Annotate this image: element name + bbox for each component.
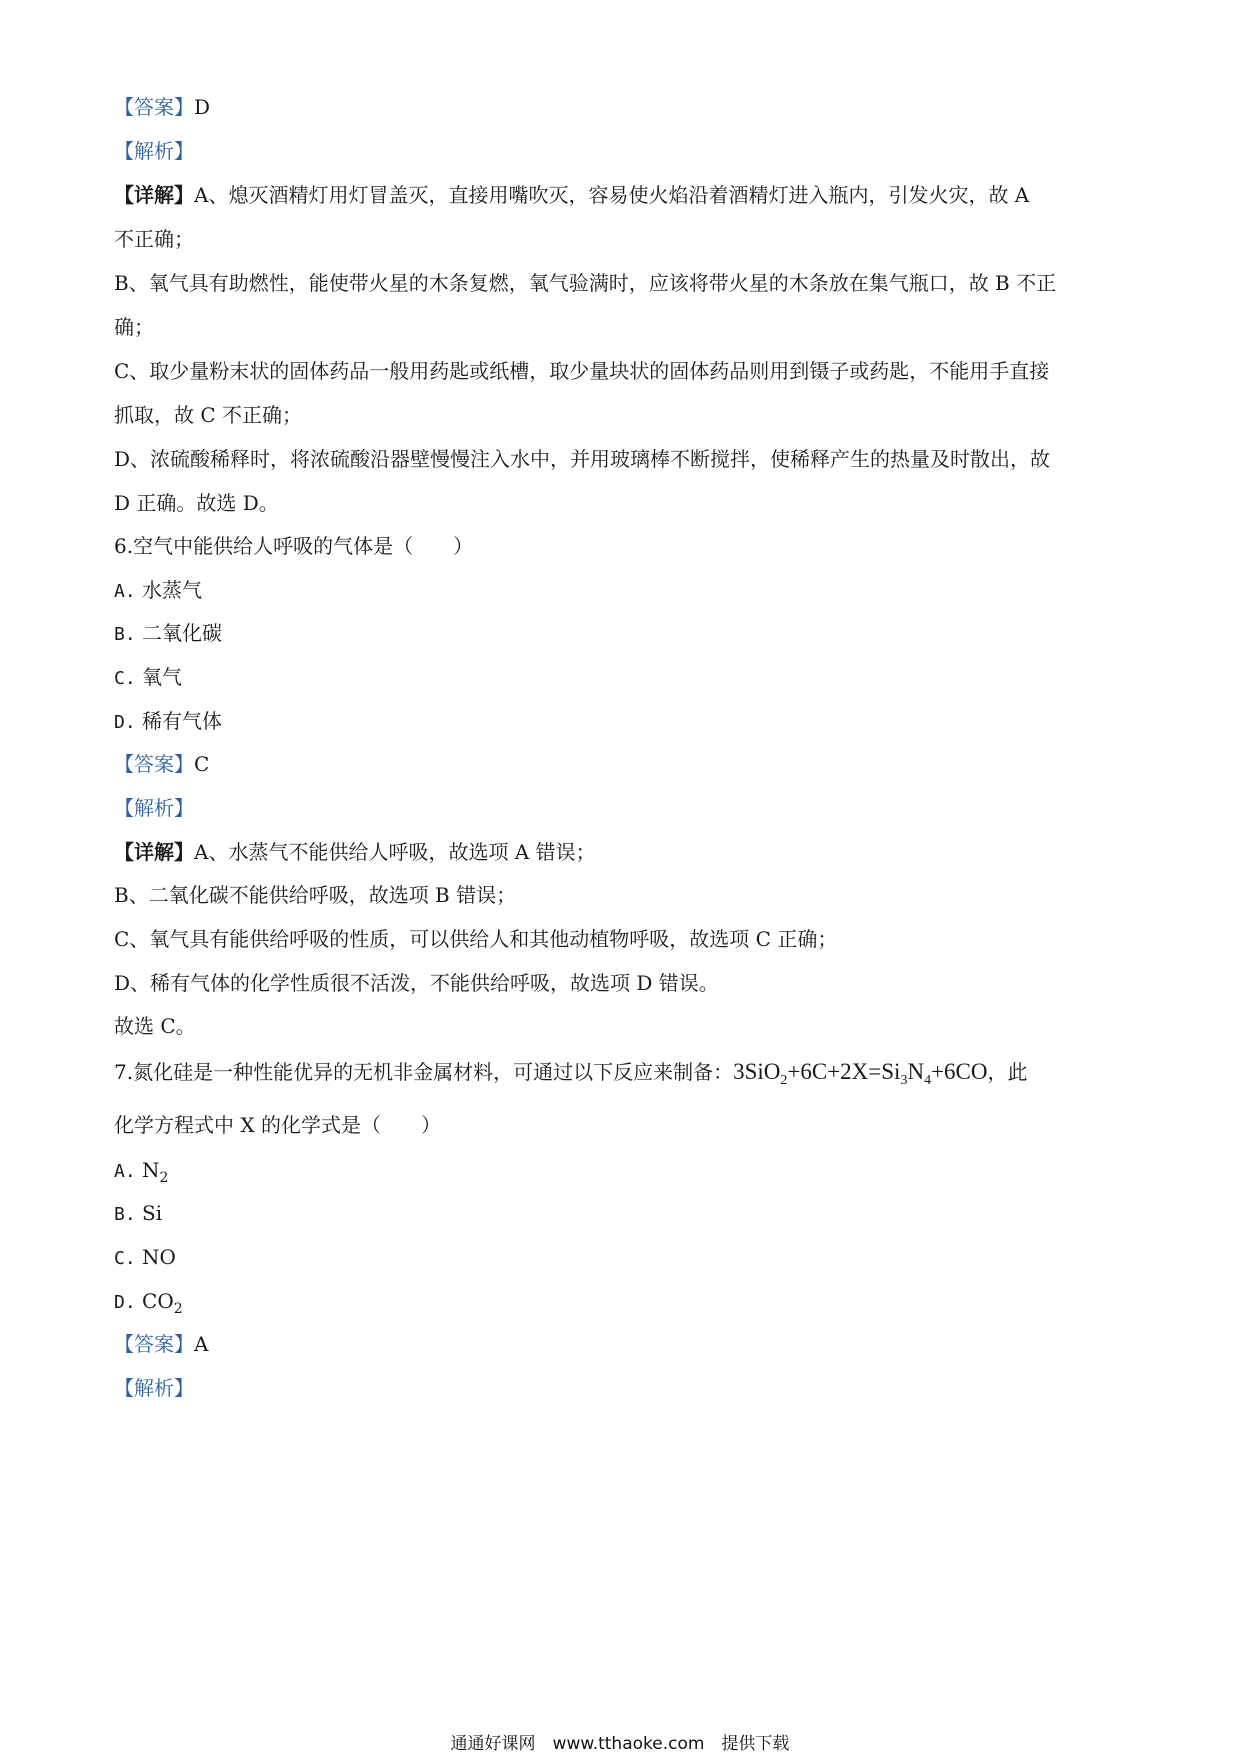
q7-analysis-tag: 【解析】 xyxy=(114,1376,194,1400)
q6-detail-line-2: B、二氧化碳不能供给呼吸，故选项 B 错误； xyxy=(114,883,517,907)
question-text: 7.氮化硅是一种性能优异的无机非金属材料，可通过以下反应来制备： xyxy=(114,1060,734,1084)
answer-value: D xyxy=(194,95,211,119)
q7-answer-line xyxy=(114,1329,208,1359)
question-text-end: ，此 xyxy=(987,1060,1028,1084)
q7-option-d xyxy=(114,1286,183,1324)
q5-detail-line-3: B、氧气具有助燃性，能使带火星的木条复燃，氧气验满时，应该将带火星的木条放在集气瓶口，故 B 不正 xyxy=(114,271,1057,295)
q5-analysis-tag: 【解析】 xyxy=(114,139,194,163)
q5-answer-line xyxy=(114,92,210,122)
q6-analysis-tag: 【解析】 xyxy=(114,796,194,820)
answer-tag: 【答案】 xyxy=(114,752,194,776)
answer-tag: 【答案】 xyxy=(114,1332,194,1356)
option-letter: C. xyxy=(114,668,136,689)
q5-detail-line-5: C、取少量粉末状的固体药品一般用药匙或纸槽，取少量块状的固体药品则用到镊子或药匙，不能用手直接 xyxy=(114,359,1050,383)
option-letter: D. xyxy=(114,1292,136,1313)
option-subscript: 2 xyxy=(173,1301,183,1317)
q6-question: 6.空气中能供给人呼吸的气体是（ ） xyxy=(114,534,474,558)
q5-detail-line-1 xyxy=(114,180,1029,210)
q6-detail-line-3: C、氧气具有能供给呼吸的性质，可以供给人和其他动植物呼吸，故选项 C 正确； xyxy=(114,927,838,951)
option-letter: A. xyxy=(114,581,136,602)
option-text: 水蒸气 xyxy=(142,578,203,602)
option-text: 二氧化碳 xyxy=(142,621,223,645)
q5-detail-line-2: 不正确； xyxy=(114,227,194,251)
option-text: CO xyxy=(142,1289,174,1313)
option-text: 稀有气体 xyxy=(142,709,223,733)
q7-option-a xyxy=(114,1155,168,1193)
q6-detail-line-4: D、稀有气体的化学性质很不活泼，不能供给呼吸，故选项 D 错误。 xyxy=(114,971,719,995)
answer-value: C xyxy=(194,752,210,776)
option-text: 氧气 xyxy=(142,665,183,689)
q6-detail-line-5: 故选 C。 xyxy=(114,1014,196,1038)
detail-tag: 【详解】 xyxy=(114,183,194,207)
q6-option-d xyxy=(114,706,222,738)
option-text: N xyxy=(142,1158,160,1182)
option-letter: B. xyxy=(114,1204,136,1225)
q5-detail-line-7: D、浓硫酸稀释时，将浓硫酸沿器壁慢慢注入水中，并用玻璃棒不断搅拌，使稀释产生的热量及时散出，故 xyxy=(114,447,1051,471)
q6-option-c xyxy=(114,662,182,694)
q6-answer-line xyxy=(114,749,209,779)
option-text: NO xyxy=(142,1245,176,1269)
option-letter: A. xyxy=(114,1161,136,1182)
q5-detail-line-4: 确； xyxy=(114,315,154,339)
option-letter: B. xyxy=(114,624,136,645)
detail-tag: 【详解】 xyxy=(114,840,194,864)
detail-text: A、水蒸气不能供给人呼吸，故选项 A 错误； xyxy=(194,840,596,864)
answer-value: A xyxy=(194,1332,209,1356)
chemical-equation: $3SiO_2+6C+2X=Si_3N_4+6CO$ xyxy=(733,1059,988,1088)
page-footer: 通通好课网 www.tthaoke.com 提供下载 xyxy=(450,1734,790,1754)
q6-option-a xyxy=(114,575,202,607)
q7-option-b xyxy=(114,1198,162,1230)
q5-detail-line-8: D 正确。故选 D。 xyxy=(114,491,279,515)
q7-option-c xyxy=(114,1242,176,1274)
detail-text: A、熄灭酒精灯用灯冒盖灭，直接用嘴吹灭，容易使火焰沿着酒精灯进入瓶内，引发火灾，故 A xyxy=(194,183,1030,207)
option-subscript: 2 xyxy=(159,1170,169,1186)
option-letter: C. xyxy=(114,1248,136,1269)
q7-question-line-1 xyxy=(114,1057,1027,1096)
option-text: Si xyxy=(142,1201,163,1225)
q5-detail-line-6: 抓取，故 C 不正确； xyxy=(114,403,303,427)
q6-option-b xyxy=(114,618,222,650)
q6-detail-line-1 xyxy=(114,837,596,867)
answer-tag: 【答案】 xyxy=(114,95,194,119)
option-letter: D. xyxy=(114,712,136,733)
q7-question-line-2: 化学方程式中 X 的化学式是（ ） xyxy=(114,1113,441,1137)
